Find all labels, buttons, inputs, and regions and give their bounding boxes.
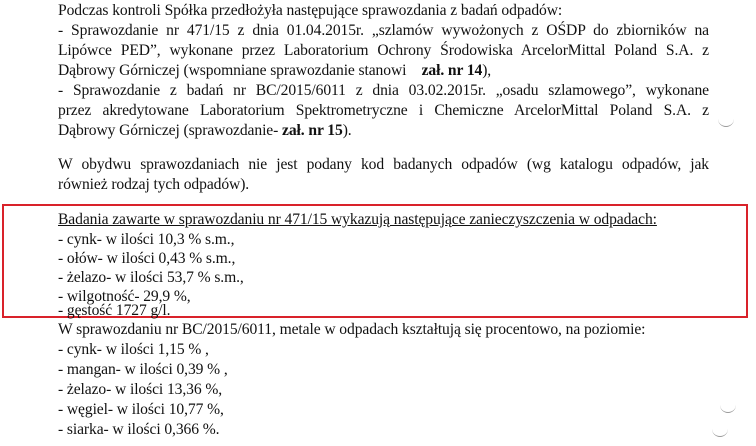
paragraph1-line4-text: Dąbrowy Górniczej (wspomniane sprawozdanie stanowi [58, 62, 407, 79]
paragraph1-line1: Podczas kontroli Spółka przedłożyła następujące sprawozdania z badań odpadów: [58, 2, 563, 19]
paragraph1-line7 [58, 122, 352, 140]
paragraph2-line2: również rodzaj tych odpadów). [58, 176, 250, 193]
scan-mark [712, 428, 728, 437]
highlighted-item: - żelazo- w ilości 53,7 % s.m., [58, 269, 244, 286]
paragraph3-item: - cynk- w ilości 1,15 % , [58, 341, 209, 358]
paragraph3-heading: W sprawozdaniu nr BC/2015/6011, metale w odpadach kształtują się procentowo, na poziomie: [58, 321, 646, 338]
highlighted-item: - ołów- w ilości 0,43 % s.m., [58, 250, 236, 267]
paragraph3-item: - mangan- w ilości 0,39 % , [58, 361, 228, 378]
paragraph3-item: - węgiel- w ilości 10,77 %, [58, 401, 224, 418]
highlighted-item: - gęstość 1727 g/l. [58, 302, 171, 319]
paragraph1-line6: przez akredytowane Laboratorium Spektrometryczne i Chemiczne ArcelorMittal Poland S.A. z [58, 102, 709, 119]
paragraph1-line3: Lipówce PED”, wykonane przez Laboratorium Ochrony Środowiska ArcelorMittal Poland S.A. z [58, 42, 709, 59]
attachment-15-ref: zał. nr 15 [282, 122, 343, 139]
highlighted-heading: Badania zawarte w sprawozdaniu nr 471/15 wykazują następujące zanieczyszczenia w odpadach: [58, 211, 657, 228]
paragraph1-line7-end: ). [342, 122, 352, 139]
scan-mark [720, 404, 736, 413]
scan-mark [718, 118, 734, 127]
paragraph3-item: - żelazo- w ilości 13,36 %, [58, 381, 223, 398]
highlighted-item: - wilgotność- 29,9 %, [58, 288, 191, 305]
paragraph1-line7-text: Dąbrowy Górniczej (sprawozdanie- [58, 122, 279, 139]
paragraph3-item: - siarka- w ilości 0,366 %. [58, 421, 220, 438]
paragraph1-line2: - Sprawozdanie nr 471/15 z dnia 01.04.2015r. „szlamów wywożonych z OŚDP do zbiorników na [58, 22, 709, 39]
paragraph1-line4-end: ), [482, 62, 492, 79]
paragraph1-line5: - Sprawozdanie z badań nr BC/2015/6011 z dnia 03.02.2015r. „osadu szlamowego”, wykonane [58, 82, 709, 99]
paragraph1-line4 [58, 62, 491, 80]
highlighted-item: - cynk- w ilości 10,3 % s.m., [58, 231, 235, 248]
paragraph2-line1: W obydwu sprawozdaniach nie jest podany kod badanych odpadów (wg katalogu odpadów, jak [58, 156, 709, 173]
attachment-14-ref: zał. nr 14 [421, 62, 483, 79]
